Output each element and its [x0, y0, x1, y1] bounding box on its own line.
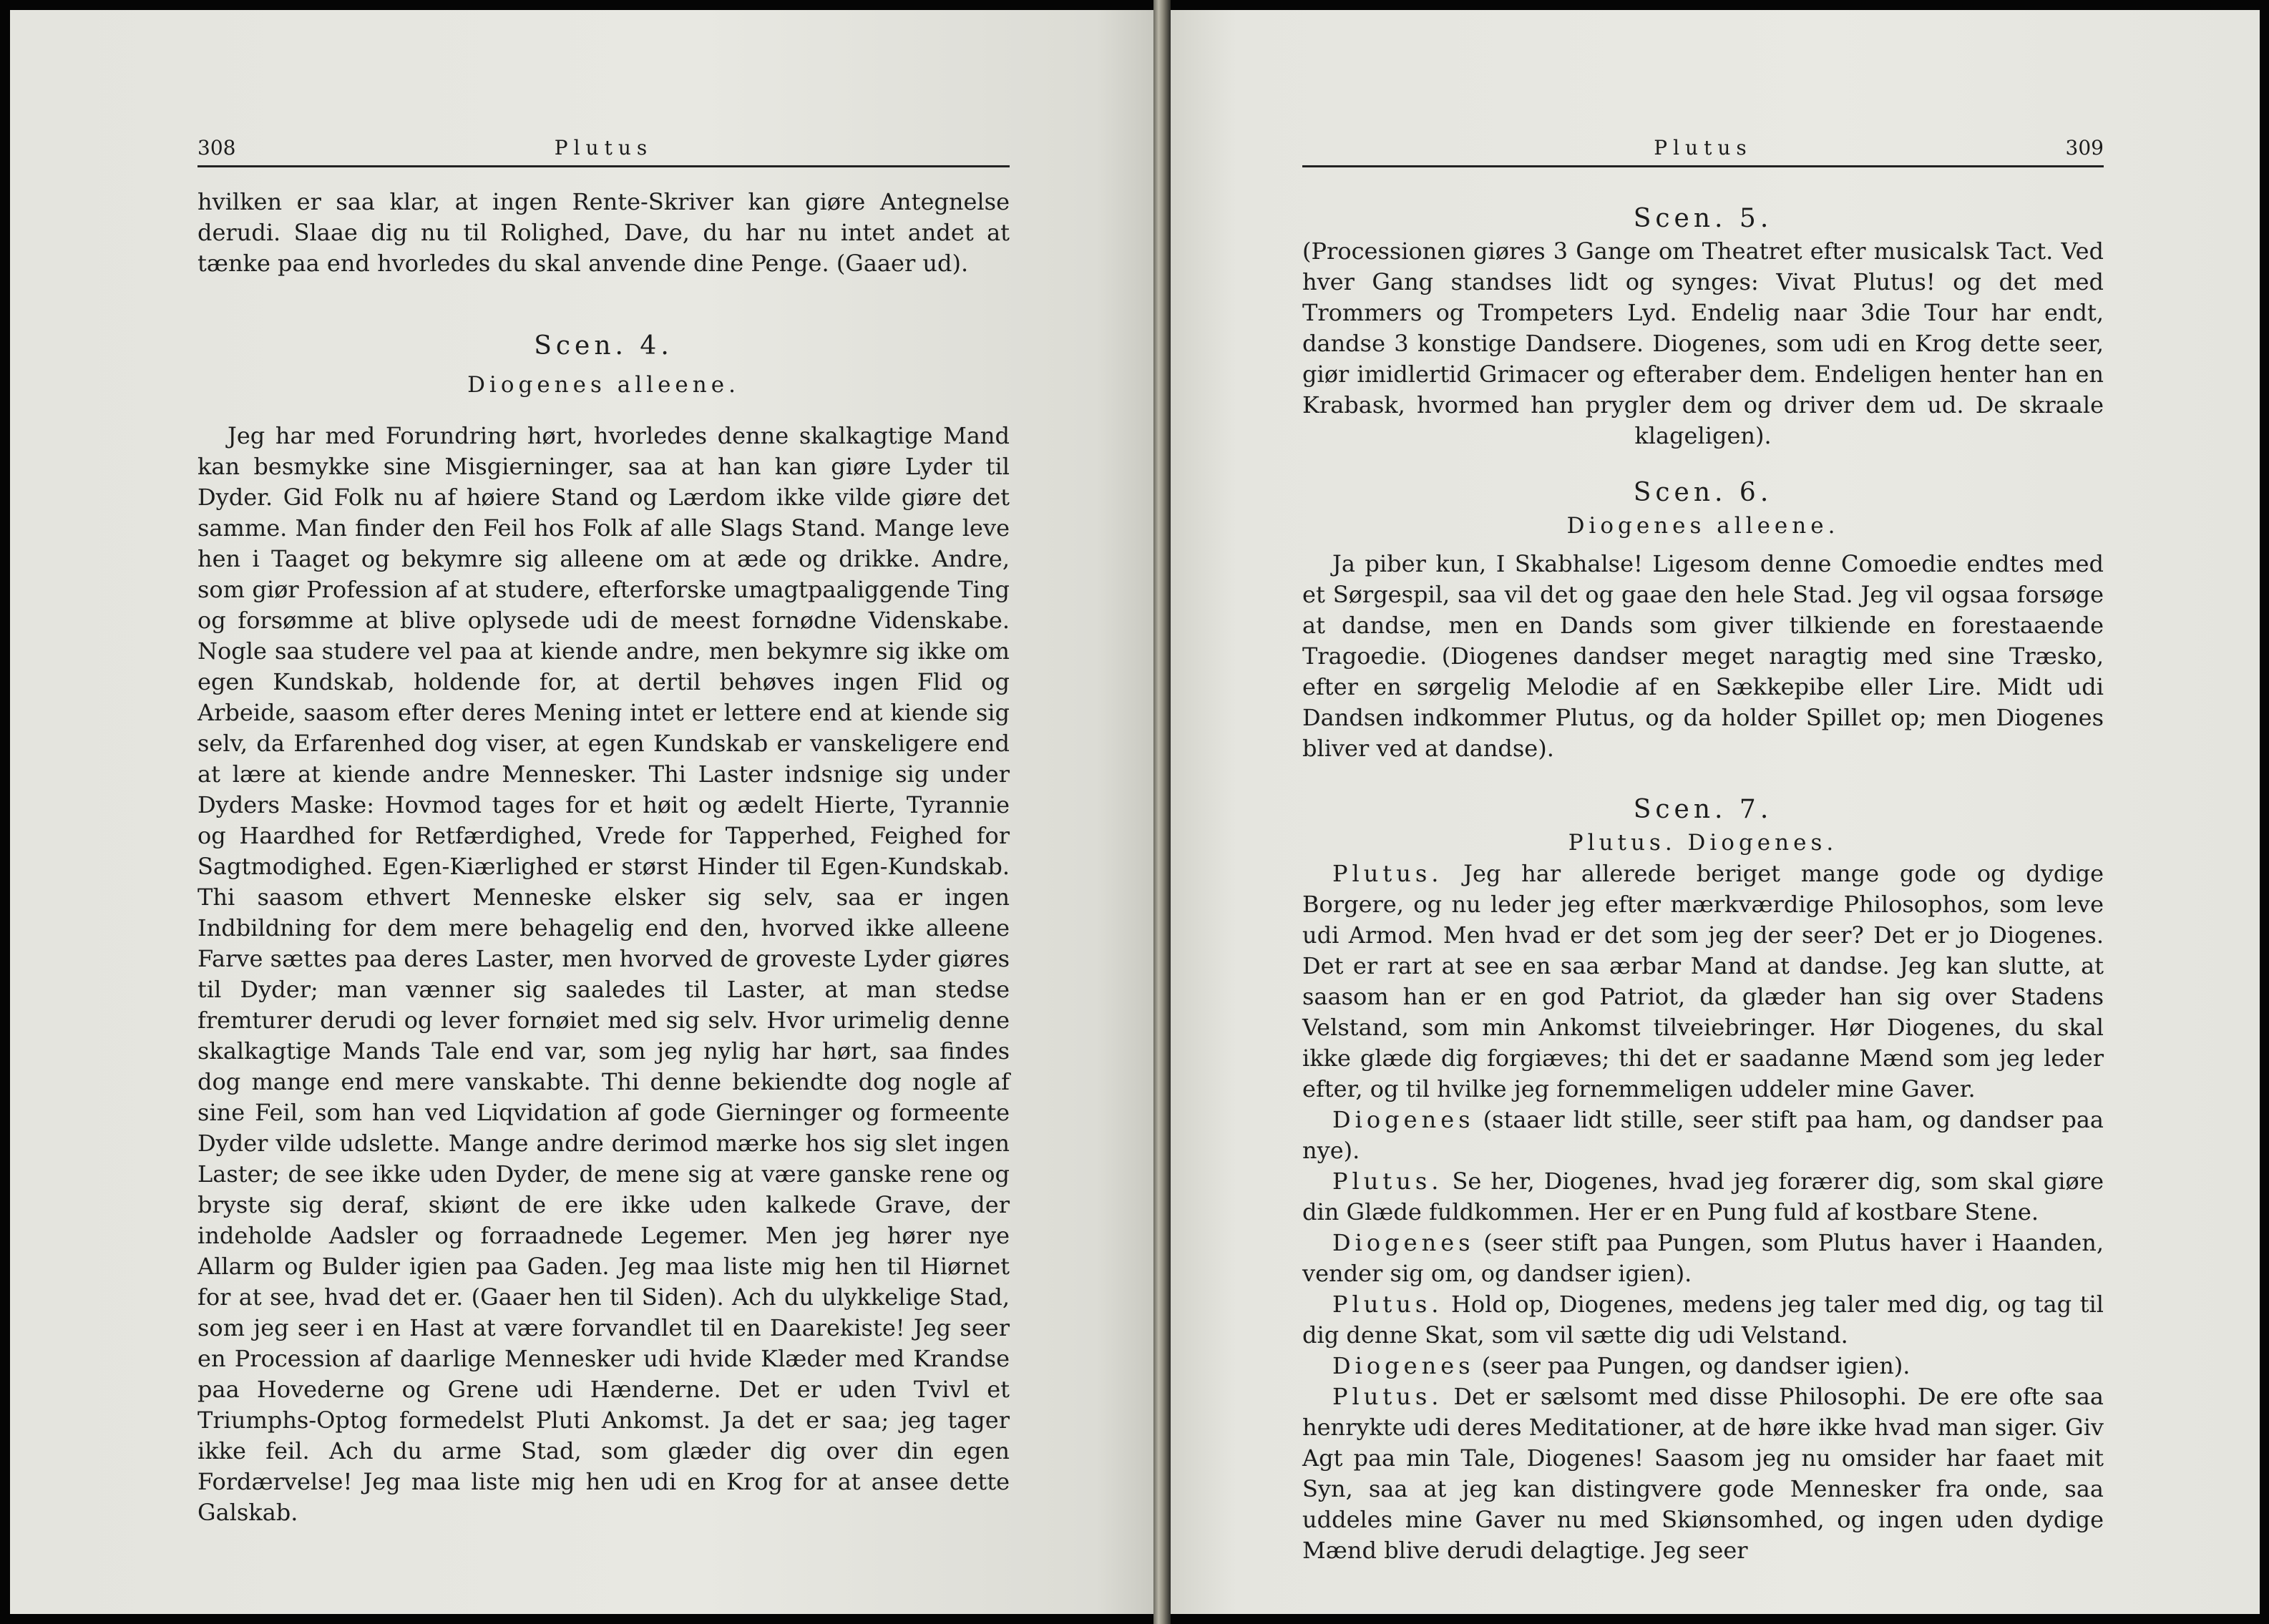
- line-text: Det er sælsomt med disse Philosophi. De ere ofte saa henrykte udi deres Meditationer, at de høre ikke hvad man siger. Giv Agt paa min Tale, Diogenes! Saasom jeg nu omsider har faaet mit Syn, saa at jeg kan distingvere gode Mennesker fra onde, saa uddeles mine Gaver nu med Skiønsomhed, og ingen uden dydige Mænd blive derudi delagtige. Jeg seer: [1302, 1383, 2104, 1564]
- right-page-header: [1302, 134, 2104, 167]
- line-text: (seer paa Pungen, og dandser igien).: [1481, 1352, 1911, 1379]
- dialogue-line: [1302, 1289, 2104, 1351]
- page-number: 309: [2065, 136, 2104, 160]
- speaker-name: Plutus.: [1332, 1291, 1443, 1318]
- scene-5-stage-direction: (Processionen giøres 3 Gange om Theatret efter musicalsk Tact. Ved hver Gang standses lidt og synges: Vivat Plutus! og det med Trommers og Trompeters Lyd. Endelig naar 3die Tour har endt, dandse 3 konstige Dandsere. Diogenes, som udi en Krog dette seer, giør imidlertid Grimacer og efteraber dem. Endeligen henter han en Krabask, hvormed han prygler dem og driver dem ud. De skraale klageligen).: [1302, 238, 2104, 449]
- dialogue-line: [1302, 1105, 2104, 1166]
- scene-7-title: Scen. 7.: [1633, 795, 1773, 824]
- scene-6-title: Scen. 6.: [1633, 478, 1773, 507]
- right-page: [1171, 10, 2260, 1614]
- scene-7-persons: Plutus. Diogenes.: [1568, 830, 1838, 856]
- dialogue-line: [1302, 1351, 2104, 1381]
- dialogue-line: [1302, 1228, 2104, 1289]
- scene-5-title: Scen. 5.: [1633, 204, 1773, 233]
- scene-6-text: Ja piber kun, I Skabhalse! Ligesom denne Comoedie endtes med et Sørgespil, saa vil det og gaae den hele Stad. Jeg vil ogsaa forsøge at dandse, men en Dands som giver tilkiende en forestaaende Tragoedie. (Diogenes dandser meget naragtig med sine Træsko, efter en sørgelig Melodie af en Sækkepibe eller Lire. Midt udi Dandsen indkommer Plutus, og da holder Spillet op; men Diogenes bliver ved at dandse).: [1302, 550, 2104, 762]
- running-title: Plutus: [554, 136, 653, 160]
- speaker-name: Diogenes: [1332, 1352, 1475, 1379]
- book-gutter: [1153, 0, 1171, 1624]
- line-text: Jeg har allerede beriget mange gode og dydige Borgere, og nu leder jeg efter mærkværdige Philosophos, som leve udi Armod. Men hvad er det som jeg der seer? Det er jo Diogenes. Det er rart at see en saa ærbar Mand at dandse. Jeg kan slutte, at saasom han er en god Patriot, da glæder han sig over Stadens Velstand, som min Ankomst tilveiebringer. Hør Diogenes, du skal ikke glæde dig forgiæves; thi det er saadanne Mænd som jeg leder efter, og til hvilke jeg fornemmeligen uddeler mine Gaver.: [1302, 860, 2104, 1102]
- left-page-header: [197, 134, 1010, 167]
- left-page-body: [197, 187, 1010, 1528]
- dialogue-line: [1302, 859, 2104, 1105]
- scene-4-monologue: Jeg har med Forundring hørt, hvorledes denne skalkagtige Mand kan besmykke sine Misgierninger, saa at han kan giøre Lyder til Dyder. Gid Folk nu af høiere Stand og Lærdom ikke vilde giøre det samme. Man finder den Feil hos Folk af alle Slags Stand. Mange leve hen i Taaget og bekymre sig alleene om at æde og drikke. Andre, som giør Profession af at studere, efterforske umagtpaaliggende Ting og forsømme at blive oplysede udi de meest fornødne Videnskabe. Nogle saa studere vel paa at kiende andre, men bekymre sig ikke om egen Kundskab, holdende for, at dertil behøves ingen Flid og Arbeide, saasom efter deres Mening intet er lettere end at kiende sig selv, da Erfarenhed dog viser, at egen Kundskab er vanskeligere end at lære at kiende andre Mennesker. Thi Laster indsnige sig under Dyders Maske: Hovmod tages for et høit og ædelt Hierte, Tyrannie og Haardhed for Retfærdighed, Vrede for Tapperhed, Feighed for Sagtmodighed. Egen-Kiærlighed er størst Hinder til Egen-Kundskab. Thi saasom ethvert Menneske elsker sig selv, saa er ingen Indbildning for dem mere behagelig end den, hvorved ikke alleene Farve sættes paa deres Laster, men hvorved de groveste Lyder giøres til Dyder; man vænner sig saaledes til Laster, at man stedse fremturer derudi og lever fornøiet med sig selv. Hvor urimelig denne skalkagtige Mands Tale end var, som jeg nylig har hørt, saa findes dog mange end mere vanskabte. Thi denne bekiendte dog nogle af sine Feil, som han ved Liqvidation af gode Gierninger og formeente Dyder vilde udslette. Mange andre derimod mærke hos sig slet ingen Laster; de see ikke uden Dyder, de mene sig at være ganske rene og bryste sig deraf, skiønt de ere ikke uden kalkede Grave, der indeholde Aadsler og forraadnede Legemer. Men jeg hører nye Allarm og Bulder igien paa Gaden. Jeg maa liste mig hen til Hiørnet for at see, hvad det er. (Gaaer hen til Siden). Ach du ulykkelige Stad, som jeg seer i en Hast at være forvandlet til en Daarekiste! Jeg seer en Procession af daarlige Mennesker udi hvide Klæder med Krandse paa Hovederne og Grene udi Hænderne. Det er uden Tvivl et Triumphs-Optog formedelst Pluti Ankomst. Ja det er saa; jeg tager ikke feil. Ach du arme Stad, som glæder dig over din egen Fordærvelse! Jeg maa liste mig hen udi en Krog for at ansee dette Galskab.: [197, 422, 1010, 1526]
- line-text: (staaer lidt stille, seer stift paa ham, og dandser paa nye).: [1302, 1106, 2104, 1164]
- dialogue-line: [1302, 1166, 2104, 1228]
- right-page-body: [1302, 202, 2104, 1566]
- scene-4-title: Scen. 4.: [534, 331, 673, 361]
- speaker-name: Plutus.: [1332, 1383, 1443, 1410]
- line-text: Se her, Diogenes, hvad jeg forærer dig, som skal giøre din Glæde fuldkommen. Her er en Pung fuld af kostbare Stene.: [1302, 1168, 2104, 1226]
- line-text: (seer stift paa Pungen, som Plutus haver i Haanden, vender sig om, og dandser igien).: [1302, 1229, 2104, 1287]
- left-page: [10, 10, 1153, 1614]
- speaker-name: Plutus.: [1332, 1168, 1443, 1195]
- scene-4-persons: Diogenes alleene.: [467, 372, 740, 398]
- speaker-name: Diogenes: [1332, 1229, 1475, 1256]
- dialogue-line: [1302, 1381, 2104, 1566]
- line-text: Hold op, Diogenes, medens jeg taler med dig, og tag til dig denne Skat, som vil sætte dig udi Velstand.: [1302, 1291, 2104, 1349]
- scene-6-persons: Diogenes alleene.: [1566, 513, 1840, 539]
- running-title: Plutus: [1654, 136, 1752, 160]
- speaker-name: Plutus.: [1332, 860, 1443, 887]
- page-number: 308: [197, 136, 236, 160]
- speaker-name: Diogenes: [1332, 1106, 1475, 1133]
- opening-paragraph: hvilken er saa klar, at ingen Rente-Skriver kan giøre Antegnelse derudi. Slaae dig nu til Rolighed, Dave, du har nu intet andet at tænke paa end hvorledes du skal anvende dine Penge. (Gaaer ud).: [197, 188, 1010, 277]
